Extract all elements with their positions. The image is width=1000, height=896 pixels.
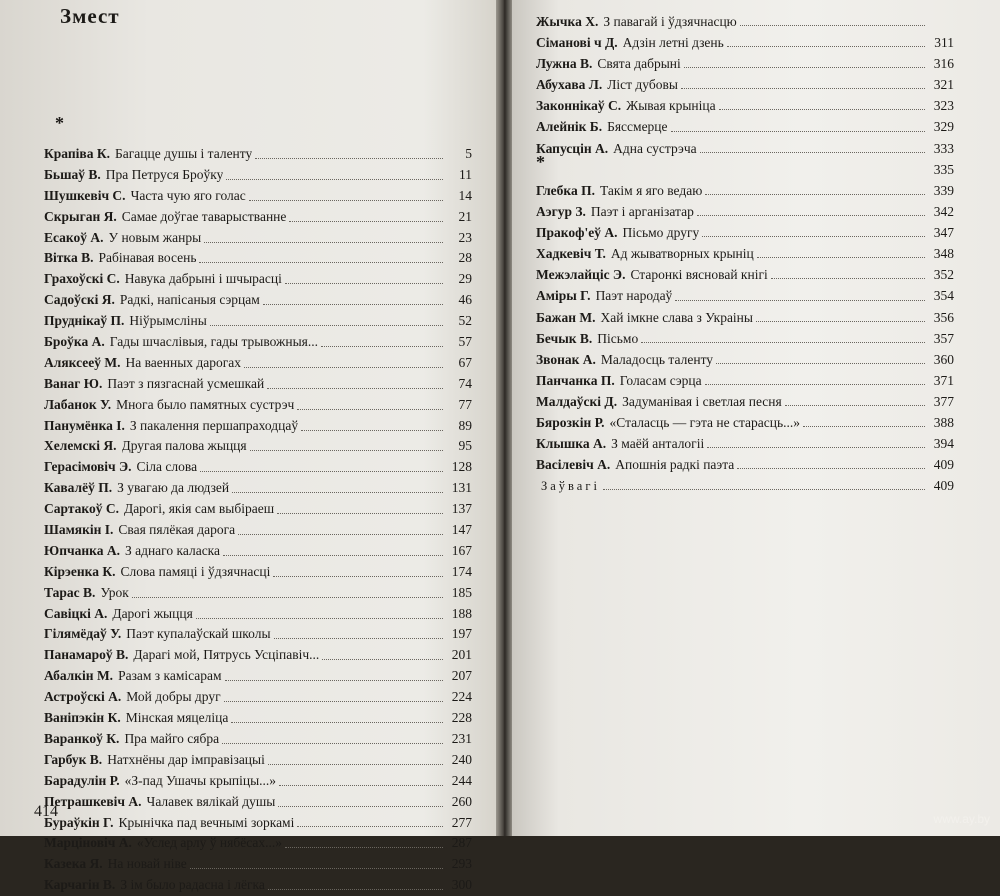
toc-dot-leader (785, 405, 925, 406)
toc-author: Межэлайціс Э. (536, 267, 626, 283)
toc-page-number: 354 (933, 288, 954, 304)
toc-dot-leader (279, 785, 443, 786)
toc-author: Аляксееў М. (44, 354, 121, 370)
toc-dot-leader (297, 826, 443, 827)
toc-page-number: 29 (458, 271, 472, 287)
toc-dot-leader (719, 109, 925, 110)
toc-work-title: Маладосць таленту (600, 351, 714, 367)
toc-entry (536, 454, 954, 475)
toc-dot-leader (675, 300, 925, 301)
toc-work-title: Паэт купалаўскай школы (126, 626, 271, 642)
toc-author: Герасімовіч Э. (44, 459, 132, 475)
toc-entry (536, 475, 954, 496)
toc-dot-leader (204, 242, 443, 243)
toc-author: Аміры Г. (536, 288, 591, 304)
toc-work-title: З маёй анталогіі (611, 436, 705, 452)
toc-work-title: Адзін летні дзень (622, 35, 724, 51)
toc-dot-leader (267, 388, 443, 389)
toc-work-title: «Услед арлу ў нябёсах...» (136, 835, 282, 851)
toc-page-number: 323 (933, 98, 954, 114)
toc-work-title: Ліст дубовы (607, 77, 678, 93)
toc-dot-leader (705, 194, 925, 195)
toc-author: Карчагін В. (44, 877, 116, 893)
toc-work-title: Задуманівая і светлая песня (622, 393, 782, 409)
toc-entry (44, 708, 472, 729)
toc-author: Барадулін Р. (44, 772, 120, 788)
toc-author: Хелемскі Я. (44, 438, 117, 454)
toc-page-number: 185 (451, 584, 472, 600)
toc-author: Варанкоў К. (44, 730, 120, 746)
toc-page-number: 57 (458, 334, 472, 350)
toc-entry (536, 307, 954, 328)
toc-dot-leader (716, 363, 925, 364)
toc-page-number: 287 (451, 835, 472, 851)
toc-page-number: 244 (451, 772, 472, 788)
toc-entry (44, 353, 472, 374)
toc-author: Законнікаў С. (536, 98, 622, 114)
section-star-left: * (55, 113, 64, 133)
toc-author: Панумёнка І. (44, 417, 125, 433)
toc-dot-leader (277, 513, 443, 514)
toc-page-number: 371 (933, 372, 954, 388)
toc-dot-leader (232, 492, 443, 493)
toc-page-number: 188 (451, 605, 472, 621)
toc-dot-leader (190, 868, 443, 869)
toc-entry (44, 771, 472, 792)
toc-page-number: 201 (451, 647, 472, 663)
toc-entry (536, 138, 954, 159)
toc-entry (44, 165, 472, 186)
toc-dot-leader (321, 346, 443, 347)
toc-dot-leader (196, 618, 443, 619)
toc-dot-leader (210, 325, 443, 326)
toc-dot-leader (244, 367, 443, 368)
toc-dot-leader (249, 200, 443, 201)
toc-entry (536, 95, 954, 116)
toc-entry (44, 583, 472, 604)
toc-entry (536, 243, 954, 264)
toc-entry (44, 687, 472, 708)
toc-work-title: Ніўрымсліны (129, 313, 207, 329)
toc-work-title: Ад жыватворных крыніц (610, 246, 754, 262)
toc-dot-leader (681, 88, 925, 89)
toc-page-number: 316 (933, 56, 954, 72)
toc-author: Марціновіч А. (44, 835, 132, 851)
toc-entry (44, 478, 472, 499)
toc-dot-leader (289, 221, 443, 222)
toc-entry (44, 374, 472, 395)
toc-author: Кавалёў П. (44, 480, 113, 496)
toc-work-title: З ім было радасна і лёгка (120, 877, 265, 893)
toc-entry (44, 248, 472, 269)
toc-dot-leader (322, 659, 443, 660)
toc-work-title: Жывая крыніца (626, 98, 716, 114)
toc-work-title: З увагаю да людзей (117, 480, 230, 496)
toc-page-number: 46 (458, 292, 472, 308)
toc-dot-leader (231, 722, 443, 723)
toc-dot-leader (224, 701, 443, 702)
toc-work-title: Самае доўгае таварыстванне (121, 208, 287, 224)
toc-author: Есакоў А. (44, 229, 104, 245)
toc-dot-leader (226, 179, 443, 180)
toc-dot-leader (268, 889, 443, 890)
toc-entry (44, 499, 472, 520)
toc-author: Капусцін А. (536, 140, 609, 156)
toc-author: Броўка А. (44, 334, 105, 350)
toc-author: Бьшаў В. (44, 166, 101, 182)
toc-page-number: 224 (451, 689, 472, 705)
toc-author: Садоўскі Я. (44, 292, 115, 308)
toc-entry (44, 645, 472, 666)
contents-title: Змест (60, 4, 120, 28)
toc-page-number: 321 (933, 77, 954, 93)
toc-page-number: 277 (451, 814, 472, 830)
toc-dot-leader (727, 46, 925, 47)
toc-entry (44, 624, 472, 645)
toc-entry (44, 813, 472, 834)
toc-entry (44, 792, 472, 813)
toc-author: Малдаўскі Д. (536, 393, 618, 409)
toc-dot-leader (223, 555, 443, 556)
toc-work-title: Хай імкне слава з Украіны (600, 309, 753, 325)
toc-author: Казека Я. (44, 856, 103, 872)
toc-dot-leader (263, 304, 443, 305)
toc-page-number: 352 (933, 267, 954, 283)
toc-page-number: 128 (451, 459, 472, 475)
toc-work-title: Свая пялёкая дарога (118, 522, 236, 538)
toc-page-number: 89 (458, 417, 472, 433)
toc-dot-leader (603, 489, 925, 490)
toc-work-title: Многа было памятных сустрэч (116, 396, 295, 412)
book-gutter (496, 0, 512, 836)
toc-page-number: 28 (458, 250, 472, 266)
toc-page-number: 5 (465, 146, 472, 161)
toc-page-number: 357 (933, 330, 954, 346)
toc-page-number: 360 (933, 351, 954, 367)
toc-page-number: 131 (451, 480, 472, 496)
toc-work-title: Крынічка пад вечнымі зоркамі (118, 814, 295, 830)
toc-author: Сартакоў С. (44, 501, 119, 517)
toc-work-title: Часта чую яго голас (130, 187, 246, 203)
toc-entry (44, 666, 472, 687)
toc-author: Юпчанка А. (44, 542, 120, 558)
toc-author: Абухава Л. (536, 77, 603, 93)
toc-dot-leader (222, 743, 443, 744)
toc-entry (44, 854, 472, 875)
toc-page-number: 311 (934, 35, 954, 51)
toc-entry (536, 328, 954, 349)
toc-dot-leader (697, 215, 925, 216)
toc-author: Клышка А. (536, 436, 607, 452)
toc-work-title: Радкі, напісаныя сэрцам (119, 292, 260, 308)
toc-work-title: Рабінавая восень (98, 250, 197, 266)
toc-work-title: З павагай і ўдзячнасцю (603, 14, 737, 29)
toc-page-number: 293 (451, 856, 472, 872)
toc-page-number: 240 (451, 751, 472, 767)
toc-entry (44, 520, 472, 541)
toc-page-number: 207 (451, 668, 472, 684)
toc-page-number: 74 (458, 375, 472, 391)
toc-work-title: Гады шчаслівыя, гады трывожныя... (109, 334, 318, 350)
toc-page-number: 21 (458, 208, 472, 224)
toc-author: Тарас В. (44, 584, 96, 600)
toc-page-number: 197 (451, 626, 472, 642)
toc-work-title: Багацце душы і таленту (114, 146, 253, 161)
toc-dot-leader (737, 468, 925, 469)
toc-author: Бечык В. (536, 330, 593, 346)
toc-work-title: Мінская мяцеліца (125, 710, 229, 726)
toc-work-title: На ваенных дарогах (125, 354, 242, 370)
toc-work-title: З аднаго каласка (124, 542, 221, 558)
toc-dot-leader (273, 576, 443, 577)
toc-work-title: Заўвагі (541, 479, 600, 494)
toc-author: Лужна В. (536, 56, 593, 72)
toc-work-title: Пра Петруся Броўку (105, 166, 224, 182)
toc-entry (536, 349, 954, 370)
toc-page-number: 300 (451, 877, 472, 893)
toc-work-title: Мой добры друг (126, 689, 221, 705)
toc-work-title: Такім я яго ведаю (599, 183, 703, 198)
toc-entry (536, 285, 954, 306)
toc-page-number: 228 (451, 710, 472, 726)
toc-author: Пракоф'еў А. (536, 225, 618, 241)
toc-list-right-bottom (536, 180, 954, 496)
toc-dot-leader (225, 680, 443, 681)
toc-dot-leader (707, 447, 925, 448)
toc-author: Крапіва К. (44, 146, 110, 161)
toc-page-number: 335 (933, 161, 954, 177)
toc-dot-leader (771, 278, 925, 279)
toc-page-number: 174 (451, 563, 472, 579)
toc-work-title: Адна сустрэча (613, 140, 697, 156)
toc-page-number: 348 (933, 246, 954, 262)
toc-entry (536, 222, 954, 243)
toc-page-number: 356 (933, 309, 954, 325)
toc-list-left (44, 144, 472, 896)
toc-entry (44, 875, 472, 896)
toc-entry (44, 416, 472, 437)
toc-dot-leader (132, 597, 443, 598)
toc-entry (536, 53, 954, 74)
toc-author: Звонак А. (536, 351, 596, 367)
toc-author: Шушкевіч С. (44, 187, 126, 203)
toc-entry (536, 180, 954, 201)
toc-author: Шамякін І. (44, 522, 114, 538)
section-star-right: * (536, 152, 545, 172)
toc-dot-leader (301, 430, 443, 431)
toc-dot-leader (278, 806, 443, 807)
toc-page-number: 14 (458, 187, 472, 203)
toc-work-title: З пакалення першапраходцаў (129, 417, 299, 433)
toc-author: Ваніпэкін К. (44, 710, 121, 726)
toc-author: Савіцкі А. (44, 605, 108, 621)
toc-author: Грахоўскі С. (44, 271, 120, 287)
toc-entry (536, 201, 954, 222)
toc-work-title: Разам з камісарам (118, 668, 222, 684)
toc-entry (44, 311, 472, 332)
toc-dot-leader (268, 764, 443, 765)
watermark: www.ay.by (933, 812, 990, 826)
toc-entry (44, 186, 472, 207)
toc-author: Лабанок У. (44, 396, 112, 412)
toc-entry (44, 833, 472, 854)
toc-author: Кірэенка К. (44, 563, 116, 579)
toc-dot-leader (740, 25, 925, 26)
toc-entry (536, 433, 954, 454)
toc-dot-leader (641, 342, 925, 343)
toc-page-number: 339 (933, 183, 954, 198)
toc-entry (44, 228, 472, 249)
toc-entry (44, 207, 472, 228)
toc-page-number: 409 (933, 478, 954, 494)
toc-work-title: Пісьмо другу (622, 225, 700, 241)
toc-work-title: Сіла слова (136, 459, 198, 475)
toc-page-number: 11 (459, 166, 472, 182)
toc-author: Петрашкевіч А. (44, 793, 142, 809)
toc-dot-leader (199, 262, 443, 263)
toc-entry (536, 412, 954, 433)
page-number: 414 (34, 803, 58, 820)
toc-work-title: Паэт народаў (595, 288, 673, 304)
toc-author: Астроўскі А. (44, 689, 122, 705)
toc-entry (44, 436, 472, 457)
toc-entry (44, 750, 472, 771)
toc-author: Панчанка П. (536, 372, 615, 388)
toc-entry (536, 159, 954, 180)
toc-page-number: 342 (933, 204, 954, 220)
toc-page-number: 231 (451, 730, 472, 746)
toc-dot-leader (757, 257, 925, 258)
toc-page-number: 167 (451, 542, 472, 558)
toc-page-number: 147 (451, 522, 472, 538)
toc-work-title: Старонкі вясновай кнігі (630, 267, 768, 283)
toc-entry (44, 457, 472, 478)
toc-page-number: 394 (933, 436, 954, 452)
toc-work-title: Навука дабрыні і шчырасці (124, 271, 282, 287)
toc-dot-leader (684, 67, 925, 68)
toc-work-title: Урок (100, 584, 129, 600)
toc-entry (44, 395, 472, 416)
toc-dot-leader (671, 131, 925, 132)
toc-work-title: Свята дабрыні (597, 56, 681, 72)
toc-author: Бураўкін Г. (44, 814, 114, 830)
toc-entry (44, 144, 472, 165)
toc-dot-leader (702, 236, 925, 237)
toc-page-number: 333 (933, 140, 954, 156)
toc-work-title: «Сталасць — гэта не старасць...» (609, 415, 801, 431)
toc-work-title: У новым жанры (108, 229, 202, 245)
toc-page-number: 137 (451, 501, 472, 517)
toc-author: Аэгур З. (536, 204, 586, 220)
toc-author: Васілевіч А. (536, 457, 611, 473)
toc-work-title: Паэт з пязгаснай усмешкай (107, 375, 265, 391)
toc-work-title: Дарогі жыцця (112, 605, 193, 621)
toc-page-number: 67 (458, 354, 472, 370)
toc-page-number: 388 (933, 415, 954, 431)
toc-dot-leader (285, 283, 443, 284)
toc-dot-leader (756, 321, 925, 322)
toc-author: Абалкін М. (44, 668, 114, 684)
toc-author: Сіманові ч Д. (536, 35, 618, 51)
toc-dot-leader (285, 847, 443, 848)
toc-work-title: Дарогі, якія сам выбіраеш (123, 501, 275, 517)
toc-page-number: 409 (933, 457, 954, 473)
toc-list-right-top (536, 11, 954, 180)
toc-entry (44, 269, 472, 290)
toc-work-title: Другая палова жыцця (121, 438, 247, 454)
toc-entry (44, 562, 472, 583)
toc-dot-leader (250, 450, 443, 451)
toc-page-number: 347 (933, 225, 954, 241)
toc-page-number: 52 (458, 313, 472, 329)
toc-dot-leader (200, 471, 443, 472)
toc-author: Ванаг Ю. (44, 375, 103, 391)
toc-entry (44, 541, 472, 562)
toc-author: Бярозкін Р. (536, 415, 605, 431)
toc-work-title: Натхнёны дар імправізацыі (107, 751, 265, 767)
toc-page-number: 260 (451, 793, 472, 809)
toc-dot-leader (803, 426, 925, 427)
toc-author: Жычка Х. (536, 14, 599, 29)
toc-page-number: 377 (933, 393, 954, 409)
toc-work-title: Слова памяці і ўдзячнасці (120, 563, 271, 579)
toc-entry (536, 11, 954, 32)
toc-page-number: 23 (458, 229, 472, 245)
toc-work-title: Чалавек вялікай душы (146, 793, 276, 809)
toc-author: Гілямёдаў У. (44, 626, 122, 642)
toc-dot-leader (705, 384, 925, 385)
toc-author: Алейнік Б. (536, 119, 603, 135)
toc-entry (536, 264, 954, 285)
toc-entry (44, 729, 472, 750)
toc-author: Бажан М. (536, 309, 596, 325)
toc-work-title: Голасам сэрца (619, 372, 702, 388)
toc-entry (536, 391, 954, 412)
toc-author: Хадкевіч Т. (536, 246, 606, 262)
toc-entry (44, 290, 472, 311)
toc-dot-leader (238, 534, 443, 535)
toc-page-number: 77 (458, 396, 472, 412)
toc-page-number: 95 (458, 438, 472, 454)
toc-entry (536, 32, 954, 53)
toc-entry (536, 74, 954, 95)
toc-author: Пруднікаў П. (44, 313, 125, 329)
toc-author: Гарбук В. (44, 751, 103, 767)
toc-entry (44, 604, 472, 625)
toc-work-title: На новай ніве (107, 856, 187, 872)
toc-work-title: Пісьмо (597, 330, 639, 346)
toc-entry (536, 116, 954, 137)
toc-work-title: Пра майго сябра (124, 730, 220, 746)
toc-entry (536, 370, 954, 391)
toc-page-number: 329 (933, 119, 954, 135)
toc-dot-leader (297, 409, 443, 410)
toc-work-title: «З-пад Ушачы крыпіцы...» (124, 772, 277, 788)
toc-dot-leader (274, 638, 443, 639)
toc-dot-leader (255, 158, 443, 159)
toc-work-title: Паэт і арганізатар (590, 204, 694, 220)
toc-dot-leader (700, 152, 925, 153)
toc-work-title: Бяссмерце (607, 119, 668, 135)
toc-author: Вітка В. (44, 250, 94, 266)
toc-work-title: Дарагі мой, Пятрусь Усціпавіч... (133, 647, 320, 663)
toc-entry (44, 332, 472, 353)
toc-work-title: Апошнія радкі паэта (615, 457, 735, 473)
toc-author: Глебка П. (536, 183, 595, 198)
toc-author: Панамароў В. (44, 647, 129, 663)
toc-author: Скрыган Я. (44, 208, 117, 224)
